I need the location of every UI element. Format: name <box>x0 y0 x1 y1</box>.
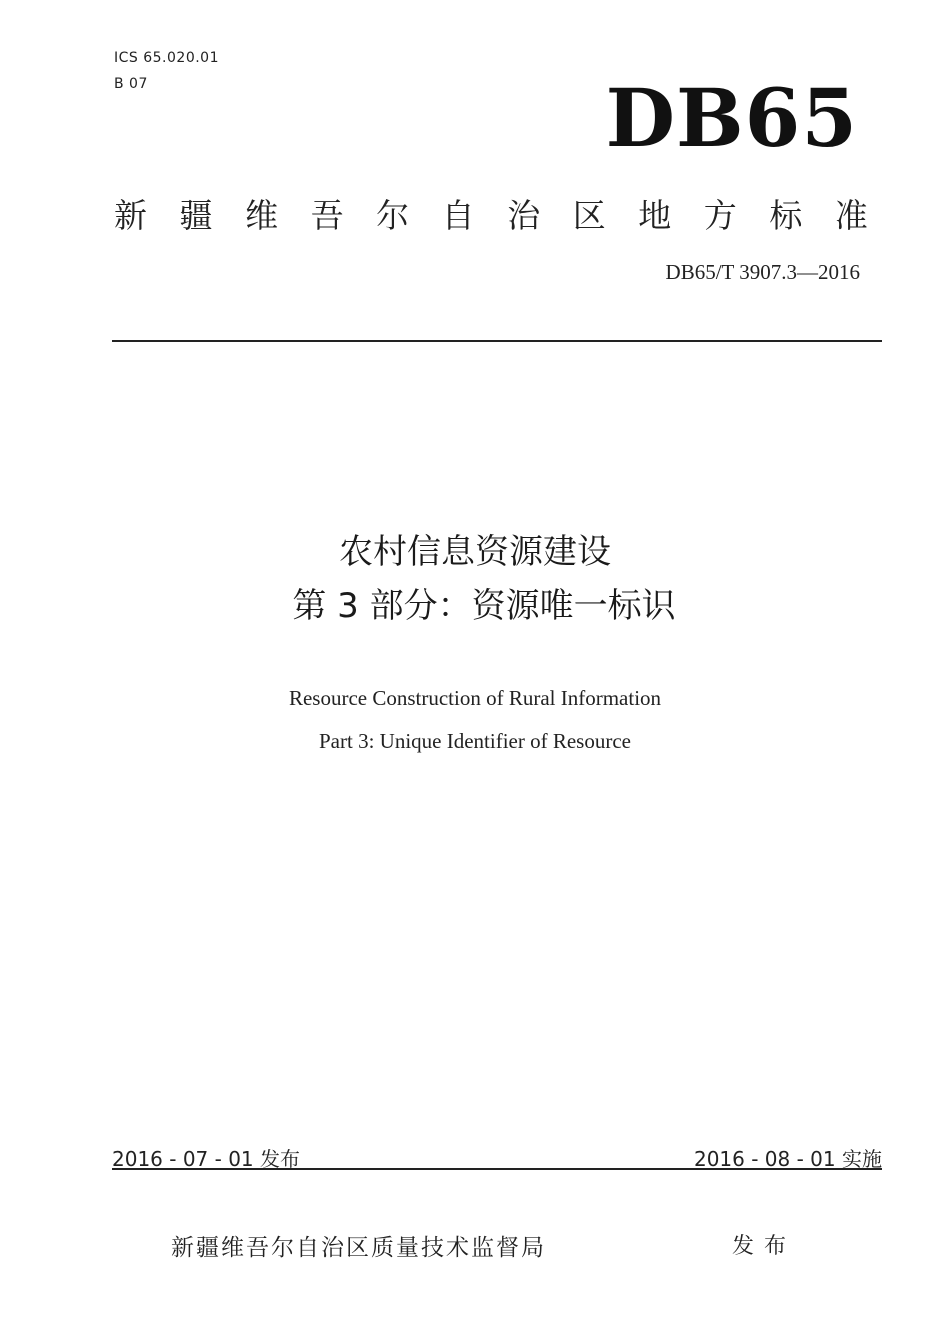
issue-action-label: 发布 <box>732 1234 797 1259</box>
implementation-date: 2016 - 08 - 01 实施 <box>693 1147 882 1171</box>
standard-code-logo: DB65 <box>605 71 858 165</box>
standard-type-char: 标 <box>769 196 803 235</box>
ccs-code: B 07 <box>114 76 148 92</box>
title-chinese-line-1: 农村信息资源建设 <box>339 532 611 572</box>
issuing-authority: 新疆维吾尔自治区质量技术监督局 <box>171 1235 546 1261</box>
standard-type-char: 自 <box>441 196 475 235</box>
standard-type-char: 尔 <box>376 196 410 235</box>
standard-type-char: 准 <box>834 196 868 235</box>
ics-code: ICS 65.020.01 <box>114 50 219 66</box>
title-english-line-1: Resource Construction of Rural Information <box>288 686 662 710</box>
standard-type-heading <box>114 190 868 237</box>
standard-type-char: 疆 <box>179 196 213 235</box>
standard-type-char: 吾 <box>310 196 344 235</box>
standard-type-char: 治 <box>507 196 541 235</box>
header-divider <box>112 340 882 342</box>
standard-type-char: 新 <box>114 196 147 235</box>
issue-date: 2016 - 07 - 01 发布 <box>112 1147 301 1171</box>
standard-type-char: 方 <box>703 196 737 235</box>
standard-type-char: 地 <box>638 196 672 235</box>
title-english-line-2: Part 3: Unique Identifier of Resource <box>319 729 631 753</box>
standard-type-char: 维 <box>245 196 279 235</box>
standard-type-char: 区 <box>572 196 606 235</box>
standard-number: DB65/T 3907.3—2016 <box>665 260 860 284</box>
title-chinese-line-2: 第 3 部分：资源唯一标识 <box>292 586 676 626</box>
footer-divider <box>112 1168 882 1170</box>
